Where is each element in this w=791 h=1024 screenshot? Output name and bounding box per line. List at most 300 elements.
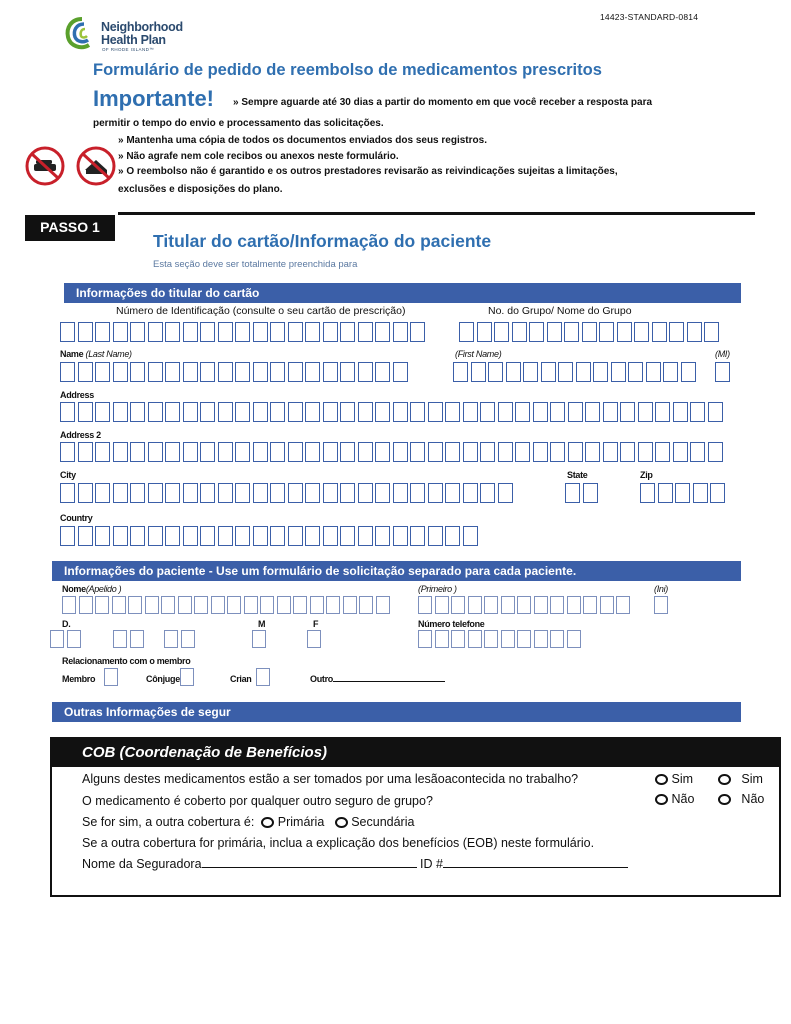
char-box[interactable] <box>576 362 591 382</box>
char-box[interactable] <box>463 402 478 422</box>
other-line[interactable] <box>333 681 445 682</box>
char-box[interactable] <box>323 322 338 342</box>
char-box[interactable] <box>235 362 250 382</box>
char-box[interactable] <box>583 483 598 503</box>
char-box[interactable] <box>253 526 268 546</box>
char-box[interactable] <box>340 322 355 342</box>
char-box[interactable] <box>593 362 608 382</box>
char-box[interactable] <box>484 630 498 648</box>
address-boxes[interactable] <box>60 402 723 422</box>
char-box[interactable] <box>585 442 600 462</box>
char-box[interactable] <box>165 402 180 422</box>
char-box[interactable] <box>200 322 215 342</box>
char-box[interactable] <box>568 402 583 422</box>
char-box[interactable] <box>235 322 250 342</box>
patient-last-name-boxes[interactable] <box>62 596 390 614</box>
char-box[interactable] <box>113 322 128 342</box>
char-box[interactable] <box>550 630 564 648</box>
char-box[interactable] <box>183 442 198 462</box>
char-box[interactable] <box>104 668 118 686</box>
char-box[interactable] <box>148 322 163 342</box>
char-box[interactable] <box>78 442 93 462</box>
char-box[interactable] <box>235 483 250 503</box>
char-box[interactable] <box>603 402 618 422</box>
char-box[interactable] <box>95 362 110 382</box>
insurer-name-line[interactable] <box>202 867 417 868</box>
q2-no-option-2[interactable] <box>718 792 764 806</box>
char-box[interactable] <box>161 596 175 614</box>
char-box[interactable] <box>655 442 670 462</box>
phone-boxes[interactable] <box>418 630 581 648</box>
char-box[interactable] <box>468 630 482 648</box>
q2-no-option[interactable] <box>655 792 694 806</box>
char-box[interactable] <box>95 442 110 462</box>
char-box[interactable] <box>471 362 486 382</box>
char-box[interactable] <box>517 596 531 614</box>
char-box[interactable] <box>113 630 127 648</box>
char-box[interactable] <box>600 596 614 614</box>
char-box[interactable] <box>358 402 373 422</box>
char-box[interactable] <box>200 483 215 503</box>
char-box[interactable] <box>340 526 355 546</box>
char-box[interactable] <box>690 402 705 422</box>
char-box[interactable] <box>113 402 128 422</box>
relationship-label: Relacionamento com o membro <box>62 656 191 666</box>
char-box[interactable] <box>480 442 495 462</box>
char-box[interactable] <box>669 322 684 342</box>
char-box[interactable] <box>541 362 556 382</box>
spouse-checkbox[interactable] <box>180 668 194 686</box>
char-box[interactable] <box>60 322 75 342</box>
char-box[interactable] <box>533 442 548 462</box>
child-checkbox[interactable] <box>256 668 270 686</box>
address2-boxes[interactable] <box>60 442 723 462</box>
char-box[interactable] <box>673 442 688 462</box>
char-box[interactable] <box>638 442 653 462</box>
char-box[interactable] <box>148 402 163 422</box>
char-box[interactable] <box>463 483 478 503</box>
char-box[interactable] <box>375 483 390 503</box>
char-box[interactable] <box>358 442 373 462</box>
char-box[interactable] <box>130 362 145 382</box>
char-box[interactable] <box>710 483 725 503</box>
char-box[interactable] <box>565 483 580 503</box>
char-box[interactable] <box>611 362 626 382</box>
char-box[interactable] <box>130 322 145 342</box>
char-box[interactable] <box>550 596 564 614</box>
char-box[interactable] <box>270 322 285 342</box>
char-box[interactable] <box>112 596 126 614</box>
country-boxes[interactable] <box>60 526 478 546</box>
char-box[interactable] <box>183 322 198 342</box>
char-box[interactable] <box>130 483 145 503</box>
char-box[interactable] <box>681 362 696 382</box>
char-box[interactable] <box>658 483 673 503</box>
char-box[interactable] <box>393 402 408 422</box>
char-box[interactable] <box>620 442 635 462</box>
char-box[interactable] <box>517 630 531 648</box>
char-box[interactable] <box>181 630 195 648</box>
char-box[interactable] <box>165 442 180 462</box>
char-box[interactable] <box>693 483 708 503</box>
char-box[interactable] <box>358 526 373 546</box>
char-box[interactable] <box>708 402 723 422</box>
char-box[interactable] <box>375 362 390 382</box>
insurer-label: Nome da Seguradora <box>82 857 202 871</box>
char-box[interactable] <box>211 596 225 614</box>
char-box[interactable] <box>60 442 75 462</box>
char-box[interactable] <box>288 526 303 546</box>
char-box[interactable] <box>708 442 723 462</box>
char-box[interactable] <box>78 402 93 422</box>
char-box[interactable] <box>451 630 465 648</box>
char-box[interactable] <box>340 402 355 422</box>
male-checkbox[interactable] <box>252 630 266 648</box>
char-box[interactable] <box>534 596 548 614</box>
char-box[interactable] <box>375 526 390 546</box>
char-box[interactable] <box>506 362 521 382</box>
char-box[interactable] <box>533 402 548 422</box>
q1-yes-option-2[interactable] <box>718 772 763 786</box>
char-box[interactable] <box>277 596 291 614</box>
char-box[interactable] <box>480 483 495 503</box>
logo-line-1: Neighborhood <box>101 20 183 34</box>
char-box[interactable] <box>583 596 597 614</box>
char-box[interactable] <box>451 596 465 614</box>
char-box[interactable] <box>375 322 390 342</box>
char-box[interactable] <box>256 668 270 686</box>
char-box[interactable] <box>393 362 408 382</box>
char-box[interactable] <box>235 402 250 422</box>
char-box[interactable] <box>183 483 198 503</box>
char-box[interactable] <box>227 596 241 614</box>
char-box[interactable] <box>652 322 667 342</box>
char-box[interactable] <box>515 402 530 422</box>
group-number-boxes[interactable] <box>459 322 719 342</box>
char-box[interactable] <box>60 402 75 422</box>
id-line[interactable] <box>443 867 628 868</box>
char-box[interactable] <box>288 402 303 422</box>
char-box[interactable] <box>288 442 303 462</box>
char-box[interactable] <box>567 630 581 648</box>
char-box[interactable] <box>305 402 320 422</box>
char-box[interactable] <box>435 630 449 648</box>
char-box[interactable] <box>130 526 145 546</box>
char-box[interactable] <box>323 442 338 462</box>
char-box[interactable] <box>599 322 614 342</box>
char-box[interactable] <box>165 483 180 503</box>
char-box[interactable] <box>323 526 338 546</box>
char-box[interactable] <box>305 526 320 546</box>
char-box[interactable] <box>501 630 515 648</box>
char-box[interactable] <box>655 402 670 422</box>
radio-icon[interactable] <box>335 817 348 828</box>
char-box[interactable] <box>165 526 180 546</box>
char-box[interactable] <box>453 362 468 382</box>
char-box[interactable] <box>183 526 198 546</box>
char-box[interactable] <box>288 483 303 503</box>
char-box[interactable] <box>148 442 163 462</box>
char-box[interactable] <box>78 483 93 503</box>
char-box[interactable] <box>428 526 443 546</box>
female-checkbox[interactable] <box>307 630 321 648</box>
zip-boxes[interactable] <box>640 483 725 503</box>
char-box[interactable] <box>340 442 355 462</box>
char-box[interactable] <box>638 402 653 422</box>
char-box[interactable] <box>270 526 285 546</box>
char-box[interactable] <box>288 362 303 382</box>
char-box[interactable] <box>603 442 618 462</box>
char-box[interactable] <box>375 442 390 462</box>
char-box[interactable] <box>468 596 482 614</box>
char-box[interactable] <box>515 442 530 462</box>
char-box[interactable] <box>200 526 215 546</box>
dob-month-boxes[interactable] <box>113 630 144 648</box>
char-box[interactable] <box>164 630 178 648</box>
char-box[interactable] <box>253 402 268 422</box>
last-name-boxes[interactable] <box>60 362 408 382</box>
char-box[interactable] <box>253 362 268 382</box>
char-box[interactable] <box>113 526 128 546</box>
char-box[interactable] <box>194 596 208 614</box>
char-box[interactable] <box>663 362 678 382</box>
char-box[interactable] <box>178 596 192 614</box>
char-box[interactable] <box>253 322 268 342</box>
char-box[interactable] <box>270 402 285 422</box>
char-box[interactable] <box>418 630 432 648</box>
member-checkbox[interactable] <box>104 668 118 686</box>
char-box[interactable] <box>60 526 75 546</box>
char-box[interactable] <box>445 526 460 546</box>
char-box[interactable] <box>484 596 498 614</box>
char-box[interactable] <box>62 596 76 614</box>
char-box[interactable] <box>148 362 163 382</box>
char-box[interactable] <box>200 442 215 462</box>
char-box[interactable] <box>498 483 513 503</box>
char-box[interactable] <box>704 322 719 342</box>
char-box[interactable] <box>558 362 573 382</box>
char-box[interactable] <box>410 483 425 503</box>
radio-icon[interactable] <box>655 794 668 805</box>
char-box[interactable] <box>288 322 303 342</box>
char-box[interactable] <box>534 630 548 648</box>
char-box[interactable] <box>628 362 643 382</box>
char-box[interactable] <box>235 526 250 546</box>
char-box[interactable] <box>323 362 338 382</box>
state-boxes[interactable] <box>565 483 598 503</box>
char-box[interactable] <box>323 402 338 422</box>
char-box[interactable] <box>358 322 373 342</box>
char-box[interactable] <box>128 596 142 614</box>
char-box[interactable] <box>235 442 250 462</box>
char-box[interactable] <box>498 442 513 462</box>
char-box[interactable] <box>393 442 408 462</box>
char-box[interactable] <box>270 362 285 382</box>
char-box[interactable] <box>463 526 478 546</box>
char-box[interactable] <box>715 362 730 382</box>
char-box[interactable] <box>375 402 390 422</box>
char-box[interactable] <box>218 362 233 382</box>
char-box[interactable] <box>418 596 432 614</box>
char-box[interactable] <box>343 596 357 614</box>
char-box[interactable] <box>252 630 266 648</box>
char-box[interactable] <box>498 402 513 422</box>
char-box[interactable] <box>244 596 258 614</box>
patient-first-name-boxes[interactable] <box>418 596 630 614</box>
char-box[interactable] <box>148 483 163 503</box>
char-box[interactable] <box>200 402 215 422</box>
dob-year-boxes[interactable] <box>164 630 195 648</box>
char-box[interactable] <box>326 596 340 614</box>
char-box[interactable] <box>690 442 705 462</box>
char-box[interactable] <box>410 526 425 546</box>
radio-icon[interactable] <box>261 817 274 828</box>
char-box[interactable] <box>393 526 408 546</box>
char-box[interactable] <box>253 483 268 503</box>
char-box[interactable] <box>130 402 145 422</box>
char-box[interactable] <box>640 483 655 503</box>
char-box[interactable] <box>145 596 159 614</box>
char-box[interactable] <box>67 630 81 648</box>
char-box[interactable] <box>359 596 373 614</box>
char-box[interactable] <box>270 483 285 503</box>
char-box[interactable] <box>675 483 690 503</box>
char-box[interactable] <box>78 322 93 342</box>
char-box[interactable] <box>200 362 215 382</box>
char-box[interactable] <box>445 483 460 503</box>
char-box[interactable] <box>180 668 194 686</box>
char-box[interactable] <box>477 322 492 342</box>
char-box[interactable] <box>445 402 460 422</box>
char-box[interactable] <box>60 362 75 382</box>
char-box[interactable] <box>305 442 320 462</box>
char-box[interactable] <box>501 596 515 614</box>
char-box[interactable] <box>585 402 600 422</box>
char-box[interactable] <box>523 362 538 382</box>
char-box[interactable] <box>547 322 562 342</box>
char-box[interactable] <box>218 483 233 503</box>
char-box[interactable] <box>78 362 93 382</box>
char-box[interactable] <box>50 630 64 648</box>
id-number-boxes[interactable] <box>60 322 425 342</box>
char-box[interactable] <box>582 322 597 342</box>
char-box[interactable] <box>459 322 474 342</box>
char-box[interactable] <box>95 402 110 422</box>
char-box[interactable] <box>79 596 93 614</box>
char-box[interactable] <box>95 483 110 503</box>
char-box[interactable] <box>428 402 443 422</box>
char-box[interactable] <box>488 362 503 382</box>
char-box[interactable] <box>410 402 425 422</box>
dob-day-boxes[interactable] <box>50 630 81 648</box>
char-box[interactable] <box>78 526 93 546</box>
char-box[interactable] <box>95 596 109 614</box>
char-box[interactable] <box>550 402 565 422</box>
char-box[interactable] <box>358 362 373 382</box>
other-label: Outro <box>310 674 445 684</box>
first-name-boxes[interactable] <box>453 362 696 382</box>
char-box[interactable] <box>95 322 110 342</box>
char-box[interactable] <box>376 596 390 614</box>
char-box[interactable] <box>310 596 324 614</box>
char-box[interactable] <box>165 322 180 342</box>
char-box[interactable] <box>165 362 180 382</box>
char-box[interactable] <box>358 483 373 503</box>
char-box[interactable] <box>60 483 75 503</box>
char-box[interactable] <box>410 442 425 462</box>
char-box[interactable] <box>564 322 579 342</box>
char-box[interactable] <box>567 596 581 614</box>
char-box[interactable] <box>393 322 408 342</box>
char-box[interactable] <box>634 322 649 342</box>
char-box[interactable] <box>428 483 443 503</box>
char-box[interactable] <box>113 442 128 462</box>
char-box[interactable] <box>480 402 495 422</box>
char-box[interactable] <box>130 630 144 648</box>
char-box[interactable] <box>646 362 661 382</box>
char-box[interactable] <box>218 526 233 546</box>
char-box[interactable] <box>113 483 128 503</box>
char-box[interactable] <box>445 442 460 462</box>
char-box[interactable] <box>218 322 233 342</box>
char-box[interactable] <box>260 596 274 614</box>
char-box[interactable] <box>218 402 233 422</box>
char-box[interactable] <box>494 322 509 342</box>
char-box[interactable] <box>307 630 321 648</box>
char-box[interactable] <box>270 442 285 462</box>
char-box[interactable] <box>435 596 449 614</box>
char-box[interactable] <box>620 402 635 422</box>
char-box[interactable] <box>253 442 268 462</box>
char-box[interactable] <box>410 322 425 342</box>
char-box[interactable] <box>305 362 320 382</box>
patient-ini-box[interactable] <box>654 596 668 614</box>
char-box[interactable] <box>512 322 527 342</box>
char-box[interactable] <box>340 362 355 382</box>
city-label: City <box>60 470 76 480</box>
char-box[interactable] <box>305 483 320 503</box>
char-box[interactable] <box>687 322 702 342</box>
char-box[interactable] <box>183 362 198 382</box>
char-box[interactable] <box>130 442 145 462</box>
char-box[interactable] <box>463 442 478 462</box>
char-box[interactable] <box>617 322 632 342</box>
char-box[interactable] <box>529 322 544 342</box>
char-box[interactable] <box>340 483 355 503</box>
char-box[interactable] <box>673 402 688 422</box>
char-box[interactable] <box>293 596 307 614</box>
radio-icon[interactable] <box>718 794 731 805</box>
char-box[interactable] <box>654 596 668 614</box>
char-box[interactable] <box>218 442 233 462</box>
char-box[interactable] <box>323 483 338 503</box>
char-box[interactable] <box>550 442 565 462</box>
char-box[interactable] <box>568 442 583 462</box>
char-box[interactable] <box>113 362 128 382</box>
char-box[interactable] <box>428 442 443 462</box>
radio-icon[interactable] <box>718 774 731 785</box>
mi-box[interactable] <box>715 362 730 382</box>
q1-yes-option[interactable] <box>655 772 693 786</box>
char-box[interactable] <box>148 526 163 546</box>
radio-icon[interactable] <box>655 774 668 785</box>
char-box[interactable] <box>616 596 630 614</box>
char-box[interactable] <box>393 483 408 503</box>
char-box[interactable] <box>95 526 110 546</box>
char-box[interactable] <box>183 402 198 422</box>
city-boxes[interactable] <box>60 483 513 503</box>
char-box[interactable] <box>305 322 320 342</box>
